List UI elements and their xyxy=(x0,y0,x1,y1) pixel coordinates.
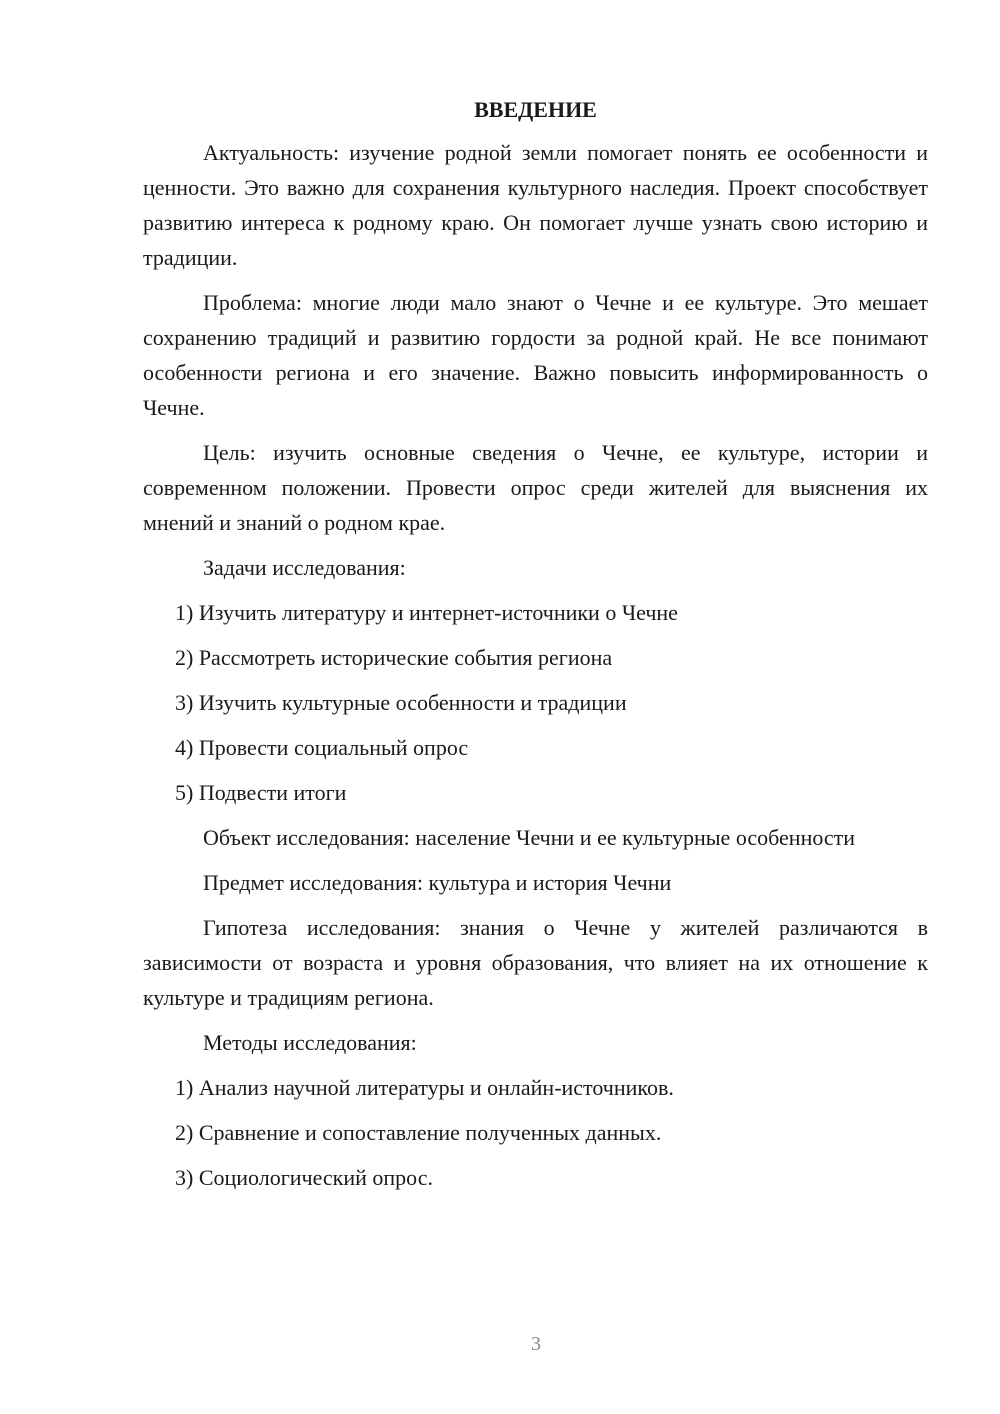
subject-paragraph: Предмет исследования: культура и история Чечни xyxy=(203,870,672,895)
object-paragraph: Объект исследования: население Чечни и ее культурные особенности xyxy=(203,825,856,850)
page-number: 3 xyxy=(531,1333,541,1355)
document-page xyxy=(143,92,928,1205)
method-item: 1) Анализ научной литературы и онлайн-источников. xyxy=(175,1075,674,1100)
tasks-heading: Задачи исследования: xyxy=(203,555,406,580)
task-item: 2) Рассмотреть исторические события региона xyxy=(175,645,613,670)
task-item: 1) Изучить литературу и интернет-источники о Чечне xyxy=(175,600,678,625)
method-item: 2) Сравнение и сопоставление полученных данных. xyxy=(175,1120,662,1145)
goal-paragraph: Цель: изучить основные сведения о Чечне, ее культуре, истории и современном положении. Провести опрос среди жителей для выяснения их мнений и знаний о родном крае. xyxy=(143,440,928,535)
problem-paragraph: Проблема: многие люди мало знают о Чечне и ее культуре. Это мешает сохранению традиций и развитию гордости за родной край. Не все понимают особенности региона и его значение. Важно повысить информированность о Чечне. xyxy=(143,290,928,420)
task-item: 5) Подвести итоги xyxy=(175,780,347,805)
method-item: 3) Социологический опрос. xyxy=(175,1165,433,1190)
task-item: 4) Провести социальный опрос xyxy=(175,735,469,760)
methods-heading: Методы исследования: xyxy=(203,1030,417,1055)
relevance-paragraph: Актуальность: изучение родной земли помогает понять ее особенности и ценности. Это важно для сохранения культурного наследия. Проект способствует развитию интереса к родному краю. Он помогает лучше узнать свою историю и традиции. xyxy=(143,140,928,270)
hypothesis-paragraph: Гипотеза исследования: знания о Чечне у жителей различаются в зависимости от возраста и уровня образования, что влияет на их отношение к культуре и традициям региона. xyxy=(143,915,928,1010)
section-title: ВВЕДЕНИЕ xyxy=(474,97,597,122)
task-item: 3) Изучить культурные особенности и традиции xyxy=(175,690,627,715)
